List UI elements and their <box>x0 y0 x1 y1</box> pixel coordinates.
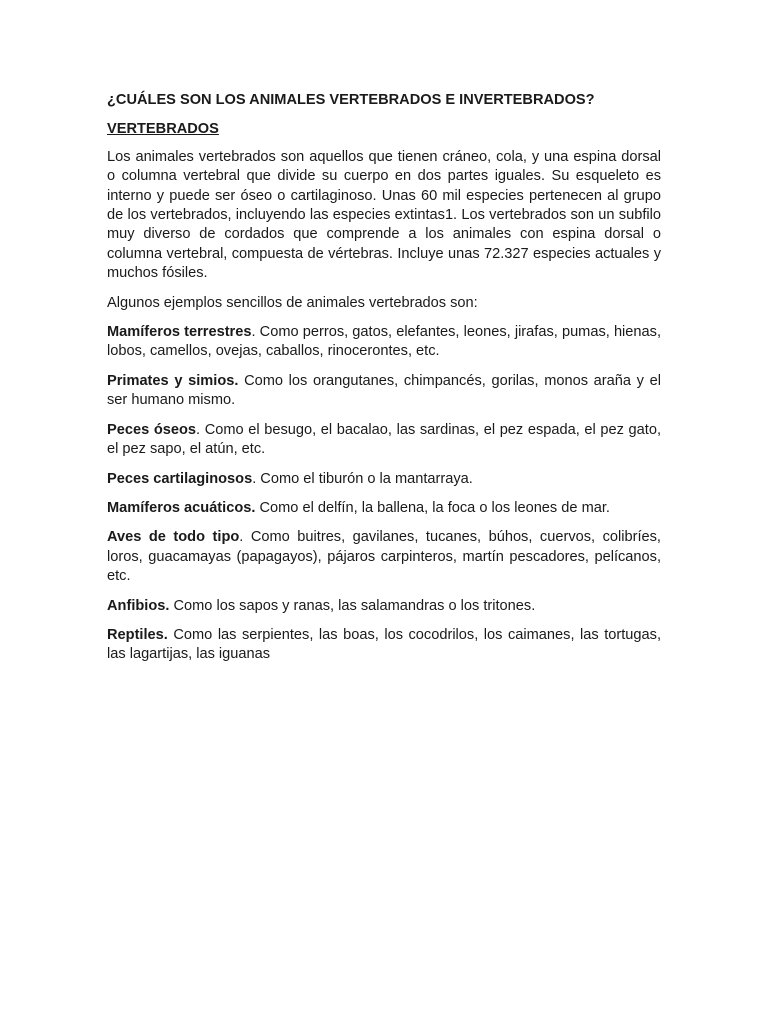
example-item <box>107 372 661 411</box>
document-title: ¿CUÁLES SON LOS ANIMALES VERTEBRADOS E INVERTEBRADOS? <box>107 92 595 108</box>
example-item <box>107 470 661 489</box>
example-item <box>107 626 661 665</box>
example-term: Peces cartilaginosos <box>107 470 253 487</box>
example-text: Como el delfín, la ballena, la foca o los leones de mar. <box>255 499 610 516</box>
example-term: Reptiles. <box>107 626 168 643</box>
example-item <box>107 421 661 460</box>
example-item <box>107 323 661 362</box>
example-text: . Como el besugo, el bacalao, las sardinas, el pez espada, el pez gato, el pez sapo, el atún, etc. <box>107 421 662 458</box>
example-text: Como los orangutanes, chimpancés, gorilas, monos araña y el ser humano mismo. <box>107 372 661 409</box>
example-term: Mamíferos terrestres <box>107 324 252 341</box>
example-term: Primates y simios. <box>107 372 239 389</box>
intro-paragraph: Los animales vertebrados son aquellos que tienen cráneo, cola, y una espina dorsal o columna vertebral que divide su cuerpo en dos partes iguales. Su esqueleto es interno y puede ser óseo o cartilaginoso. Unas 60 mil especies pertenecen al grupo de los vertebrados, incluyendo las especies extintas1. Los vertebrados son un subfilo muy diverso de cordados que comprende a los animales con espina dorsal o columna vertebral, compuesta de vértebras. Incluye unas 72.327 especies actuales y muchos fósiles. <box>107 148 661 282</box>
example-text: Como los sapos y ranas, las salamandras o los tritones. <box>169 597 536 614</box>
example-term: Aves de todo tipo <box>107 529 240 546</box>
example-item <box>107 499 661 518</box>
example-term: Mamíferos acuáticos. <box>107 499 256 516</box>
example-text: . Como el tiburón o la mantarraya. <box>252 470 473 487</box>
document-page <box>107 91 661 675</box>
section-heading-vertebrados: VERTEBRADOS <box>107 121 219 138</box>
example-item <box>107 597 661 616</box>
example-text: Como las serpientes, las boas, los cocodrilos, los caimanes, las tortugas, las lagartijas, las iguanas <box>107 626 661 663</box>
example-term: Peces óseos <box>107 421 197 438</box>
example-term: Anfibios. <box>107 597 170 614</box>
example-text: . Como buitres, gavilanes, tucanes, búhos, cuervos, colibríes, loros, guacamayas (papagayos), pájaros carpinteros, martín pescadores, pelícanos, etc. <box>107 529 661 585</box>
examples-intro: Algunos ejemplos sencillos de animales vertebrados son: <box>107 294 478 311</box>
example-item <box>107 528 661 586</box>
example-text: . Como perros, gatos, elefantes, leones, jirafas, pumas, hienas, lobos, camellos, ovejas, caballos, rinocerontes, etc. <box>107 324 662 360</box>
